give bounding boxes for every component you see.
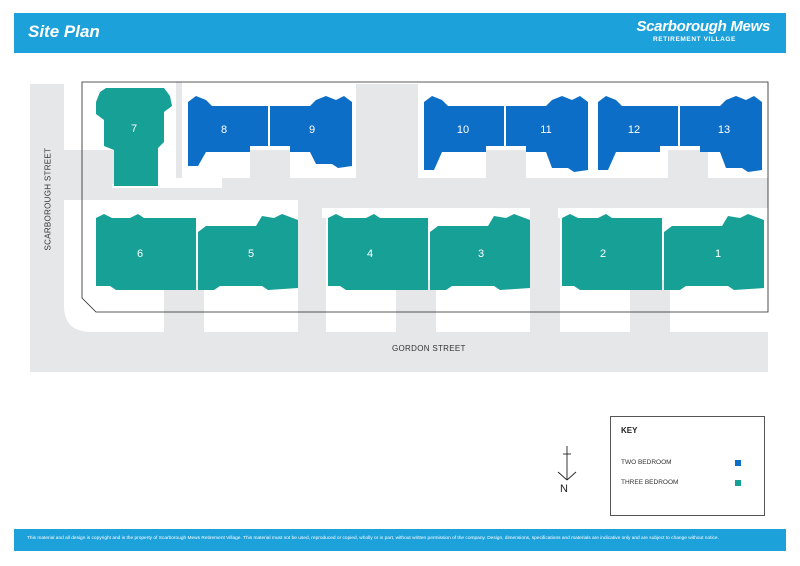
driveway-7 (64, 150, 114, 184)
brand-name: Scarborough Mews (636, 18, 770, 35)
footer-bar (14, 529, 786, 551)
page-title: Site Plan (28, 22, 100, 41)
unit-label-6: 6 (136, 248, 144, 260)
unit-label-4: 4 (366, 248, 374, 260)
key-title: KEY (621, 426, 638, 435)
map-key (610, 416, 765, 516)
unit-label-11: 11 (540, 124, 552, 136)
unit-label-9: 9 (308, 124, 316, 136)
gap-5-4 (298, 218, 326, 338)
courtyard-north (356, 84, 418, 188)
unit-label-13: 13 (717, 124, 731, 136)
footer-disclaimer: This material and all design is copyright and is the property of Scarborough Mews Retirement Village. This material must not be used, reproduced or copied, wholly or in part, without written permission of the company. Design, dimensions, specifications and materials are indicative only and are subject to change without notice. (27, 536, 719, 541)
unit-label-1: 1 (714, 248, 722, 260)
street-label-gordon: GORDON STREET (392, 344, 466, 353)
pad-13 (668, 150, 708, 180)
pad-11 (486, 150, 526, 180)
unit-label-3: 3 (477, 248, 485, 260)
unit-label-8: 8 (220, 124, 228, 136)
key-swatch-two-bedroom (735, 460, 741, 466)
unit-label-5: 5 (247, 248, 255, 260)
internal-road (64, 178, 768, 218)
north-label: N (560, 483, 568, 495)
unit-label-7: 7 (130, 123, 138, 135)
key-label-two-bedroom: TWO BEDROOM (621, 459, 672, 466)
pad-9 (250, 150, 290, 180)
street-label-scarborough: SCARBOROUGH STREET (43, 147, 53, 251)
key-label-three-bedroom: THREE BEDROOM (621, 479, 679, 486)
brand-subtitle: RETIREMENT VILLAGE (652, 36, 736, 43)
key-swatch-three-bedroom (735, 480, 741, 486)
gap-3-2 (530, 218, 560, 338)
unit-label-12: 12 (627, 124, 641, 136)
path-west (176, 82, 182, 178)
unit-label-10: 10 (456, 124, 470, 136)
unit-label-2: 2 (599, 248, 607, 260)
